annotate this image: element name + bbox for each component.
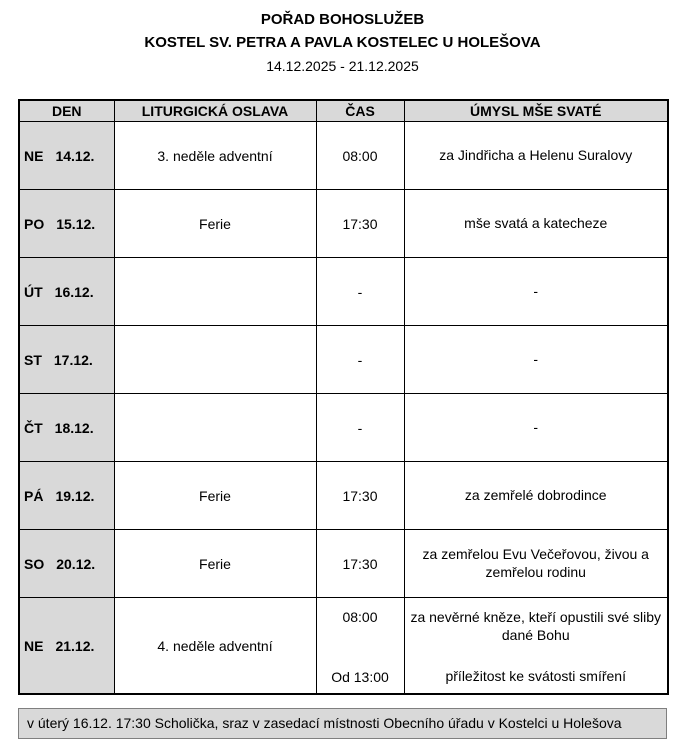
time-cell: 17:30 <box>316 462 404 530</box>
celebration-cell <box>114 258 316 326</box>
table-row <box>19 394 668 462</box>
col-header-umysl: ÚMYSL MŠE SVATÉ <box>404 100 668 122</box>
time-cell: - <box>316 394 404 462</box>
intention-cell: - <box>404 394 668 462</box>
table-row <box>19 122 668 190</box>
footer-note: v úterý 16.12. 17:30 Scholička, sraz v zasedací místnosti Obecního úřadu v Kostelci u Holešova <box>18 708 667 739</box>
table-row <box>19 326 668 394</box>
day-date: 18.12. <box>54 419 94 436</box>
day-abbrev: NE <box>24 637 44 654</box>
table-row <box>19 258 668 326</box>
day-date: 21.12. <box>55 637 95 654</box>
intention-cell <box>404 598 668 695</box>
time-cell: - <box>316 326 404 394</box>
intention-entry-1: za nevěrné kněze, kteří opustili své sliby dané Bohu <box>410 609 662 643</box>
day-date: 19.12. <box>55 487 95 504</box>
celebration-cell <box>114 326 316 394</box>
time-cell: - <box>316 258 404 326</box>
time-entry-2: Od 13:00 <box>331 669 389 686</box>
table-row <box>19 598 668 695</box>
intention-cell: - <box>404 258 668 326</box>
time-entry-1: 08:00 <box>342 609 378 626</box>
page-title: POŘAD BOHOSLUŽEB <box>260 11 425 28</box>
time-cell: 17:30 <box>316 530 404 598</box>
time-cell <box>316 598 404 695</box>
table-row <box>19 190 668 258</box>
day-cell <box>19 598 114 695</box>
celebration-cell: 3. neděle adventní <box>114 122 316 190</box>
day-date: 15.12. <box>56 215 96 232</box>
day-cell <box>19 190 114 258</box>
intention-cell: - <box>404 326 668 394</box>
day-abbrev: PÁ <box>24 487 44 504</box>
intention-cell: za zemřelou Evu Večeřovou, živou a zemřelou rodinu <box>404 530 668 598</box>
table-row <box>19 462 668 530</box>
time-stack <box>321 600 400 691</box>
time-cell: 08:00 <box>316 122 404 190</box>
celebration-cell: Ferie <box>114 190 316 258</box>
page-subtitle: KOSTEL SV. PETRA A PAVLA KOSTELEC U HOLEŠOVA <box>144 33 541 51</box>
document-header <box>18 10 667 75</box>
celebration-cell <box>114 394 316 462</box>
col-header-liturgicka-oslava: LITURGICKÁ OSLAVA <box>114 100 316 122</box>
col-header-cas: ČAS <box>316 100 404 122</box>
day-date: 17.12. <box>53 351 93 368</box>
celebration-cell: Ferie <box>114 530 316 598</box>
day-cell <box>19 122 114 190</box>
intention-cell: mše svatá a katecheze <box>404 190 668 258</box>
day-cell <box>19 530 114 598</box>
date-range: 14.12.2025 - 21.12.2025 <box>266 58 419 74</box>
header-row <box>19 100 668 122</box>
day-cell <box>19 326 114 394</box>
intention-cell: za Jindřicha a Helenu Suralovy <box>404 122 668 190</box>
intention-stack <box>409 600 664 691</box>
intention-entry-2: příležitost ke svátosti smíření <box>445 667 626 684</box>
celebration-cell: Ferie <box>114 462 316 530</box>
day-abbrev: PO <box>24 215 45 232</box>
day-date: 14.12. <box>55 147 95 164</box>
day-abbrev: SO <box>24 555 45 572</box>
day-cell <box>19 258 114 326</box>
day-date: 16.12. <box>54 283 94 300</box>
day-abbrev: ČT <box>24 419 43 436</box>
day-cell <box>19 462 114 530</box>
schedule-table <box>18 99 669 695</box>
day-abbrev: NE <box>24 147 44 164</box>
col-header-den: DEN <box>19 100 114 122</box>
day-cell <box>19 394 114 462</box>
table-row <box>19 530 668 598</box>
time-cell: 17:30 <box>316 190 404 258</box>
day-date: 20.12. <box>56 555 96 572</box>
celebration-cell: 4. neděle adventní <box>114 598 316 695</box>
intention-cell: za zemřelé dobrodince <box>404 462 668 530</box>
day-abbrev: ST <box>24 351 42 368</box>
day-abbrev: ÚT <box>24 283 43 300</box>
